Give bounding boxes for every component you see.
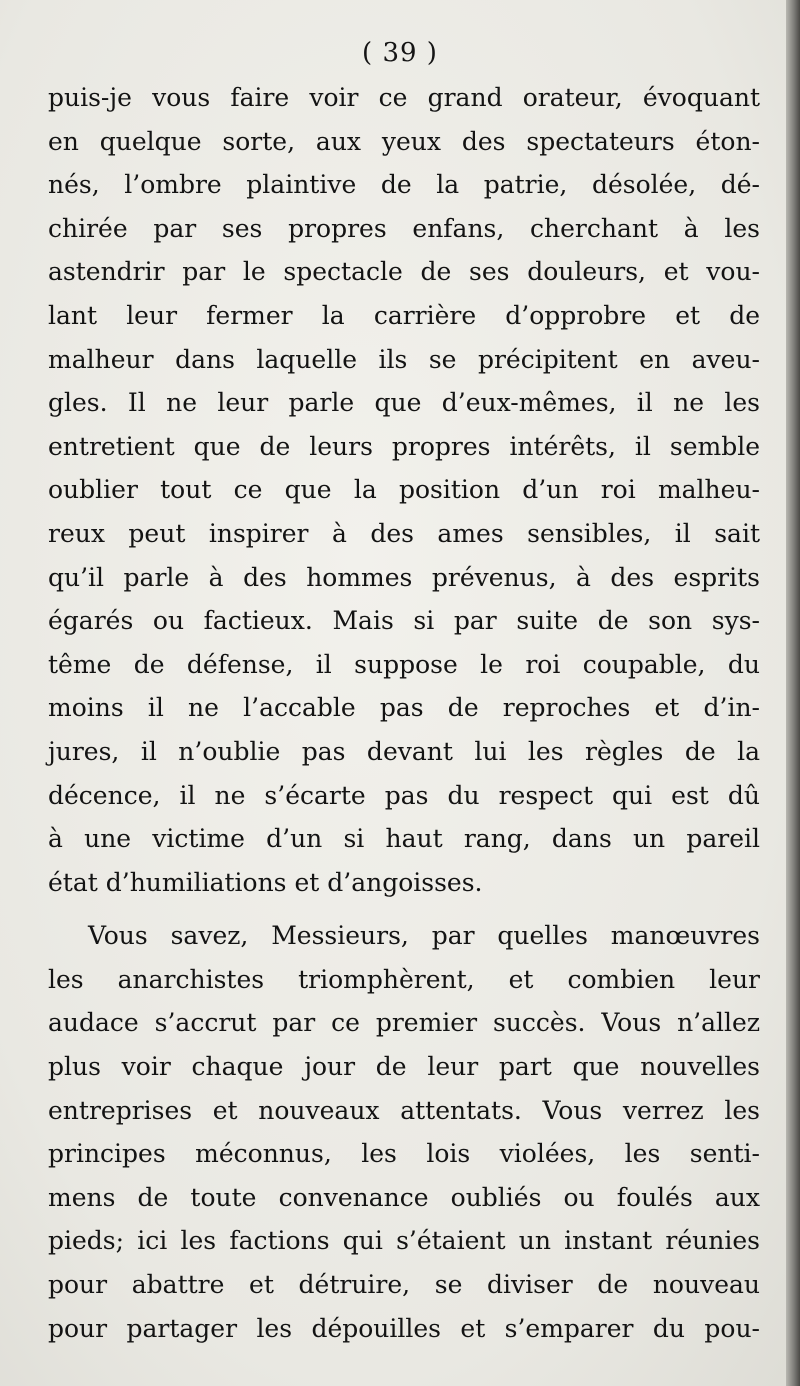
- paragraph: [48, 914, 760, 1350]
- text-line: oublier tout ce que la position d’un roi malheu-: [48, 475, 760, 505]
- text-line: qu’il parle à des hommes prévenus, à des esprits: [48, 562, 760, 592]
- paragraph-gap: [48, 904, 760, 914]
- text-line: mens de toute convenance oubliés ou foulés aux: [48, 1182, 760, 1212]
- text-line: reux peut inspirer à des ames sensibles, il sait: [48, 518, 760, 548]
- paragraph: [48, 76, 760, 904]
- text-line: jures, il n’oublie pas devant lui les règles de la: [48, 736, 760, 766]
- text-line: pieds; ici les factions qui s’étaient un instant réunies: [48, 1226, 760, 1256]
- page-number: ( 39 ): [362, 38, 438, 68]
- text-line: état d’humiliations et d’angoisses.: [48, 867, 483, 897]
- text-line: à une victime d’un si haut rang, dans un pareil: [48, 824, 760, 854]
- text-line: astendrir par le spectacle de ses douleurs, et vou-: [48, 257, 760, 287]
- text-line: pour partager les dépouilles et s’emparer du pou-: [48, 1313, 760, 1343]
- page-edge-shadow: [786, 0, 800, 1386]
- text-line: principes méconnus, les lois violées, les senti-: [48, 1139, 760, 1169]
- text-line: puis-je vous faire voir ce grand orateur, évoquant: [48, 83, 760, 112]
- text-line: moins il ne l’accable pas de reproches et d’in-: [48, 693, 760, 723]
- text-line: les anarchistes triomphèrent, et combien leur: [48, 964, 760, 994]
- body-text: [48, 76, 760, 1350]
- text-line: plus voir chaque jour de leur part que nouvelles: [48, 1052, 760, 1082]
- text-line: tême de défense, il suppose le roi coupable, du: [48, 649, 760, 679]
- text-line: gles. Il ne leur parle que d’eux-mêmes, il ne les: [48, 388, 760, 418]
- text-line: chirée par ses propres enfans, cherchant à les: [48, 213, 760, 243]
- text-line: Vous savez, Messieurs, par quelles manœuvres: [88, 921, 760, 951]
- text-line: malheur dans laquelle ils se précipitent en aveu-: [48, 344, 760, 374]
- text-line: décence, il ne s’écarte pas du respect qui est dû: [48, 780, 760, 810]
- text-line: nés, l’ombre plaintive de la patrie, désolée, dé-: [48, 170, 760, 200]
- text-line: entretient que de leurs propres intérêts, il semble: [48, 431, 760, 461]
- text-line: en quelque sorte, aux yeux des spectateurs éton-: [48, 126, 760, 156]
- text-line: audace s’accrut par ce premier succès. Vous n’allez: [48, 1008, 760, 1038]
- text-line: égarés ou factieux. Mais si par suite de son sys-: [48, 606, 760, 636]
- text-line: lant leur fermer la carrière d’opprobre et de: [48, 300, 760, 330]
- text-line: entreprises et nouveaux attentats. Vous verrez les: [48, 1095, 760, 1125]
- text-line: pour abattre et détruire, se diviser de nouveau: [48, 1270, 760, 1300]
